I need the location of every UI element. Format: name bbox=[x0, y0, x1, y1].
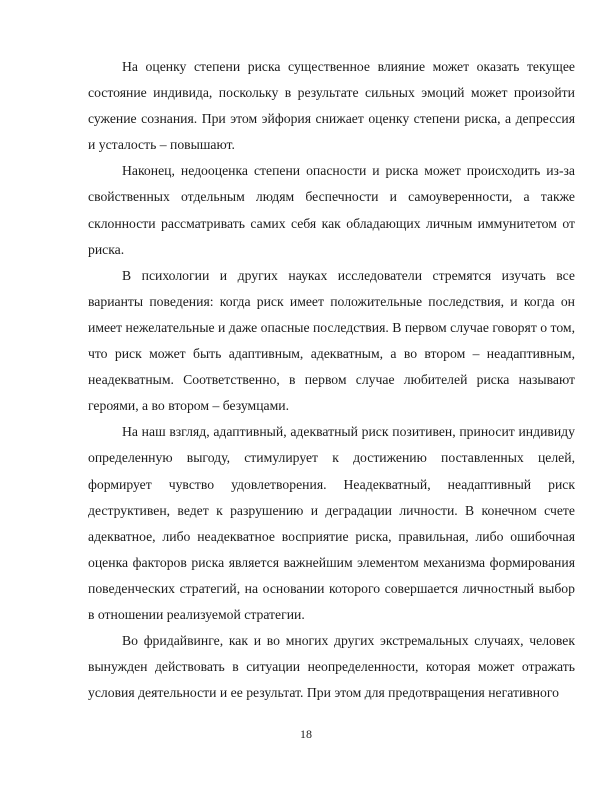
body-text bbox=[88, 54, 575, 706]
paragraph-2: Наконец, недооценка степени опасности и риска может происходить из-за свойственных отдельным людям беспечности и самоуверенности, а также склонности рассматривать самих себя как обладающих личным иммунитетом от риска. bbox=[88, 163, 575, 257]
page-number: 18 bbox=[300, 727, 312, 741]
paragraph-5: Во фридайвинге, как и во многих других экстремальных случаях, человек вынужден действовать в ситуации неопределенности, которая может отражать условия деятельности и ее результат. При этом для предотвращения негативного bbox=[88, 633, 575, 701]
paragraph-4: На наш взгляд, адаптивный, адекватный риск позитивен, приносит индивиду определенную выгоду, стимулирует к достижению поставленных целей, формирует чувство удовлетворения. Неадекватный, неадаптивный риск деструктивен, ведет к разрушению и деградации личности. В конечном счете адекватное, либо неадекватное восприятие риска, правильная, либо ошибочная оценка факторов риска является важнейшим элементом механизма формирования поведенческих стратегий, на основании которого совершается личностный выбор в отношении реализуемой стратегии. bbox=[88, 424, 575, 622]
paragraph-1: На оценку степени риска существенное влияние может оказать текущее состояние индивида, поскольку в результате сильных эмоций может произойти сужение сознания. При этом эйфория снижает оценку степени риска, а депрессия и усталость – повышают. bbox=[88, 59, 575, 153]
paragraph-3: В психологии и других науках исследователи стремятся изучать все варианты поведения: когда риск имеет положительные последствия, и когда он имеет нежелательные и даже опасные последствия. В первом случае говорят о том, что риск может быть адаптивным, адекватным, а во втором – неадаптивным, неадекватным. Соответственно, в первом случае любителей риска называют героями, а во втором – безумцами. bbox=[88, 267, 575, 414]
